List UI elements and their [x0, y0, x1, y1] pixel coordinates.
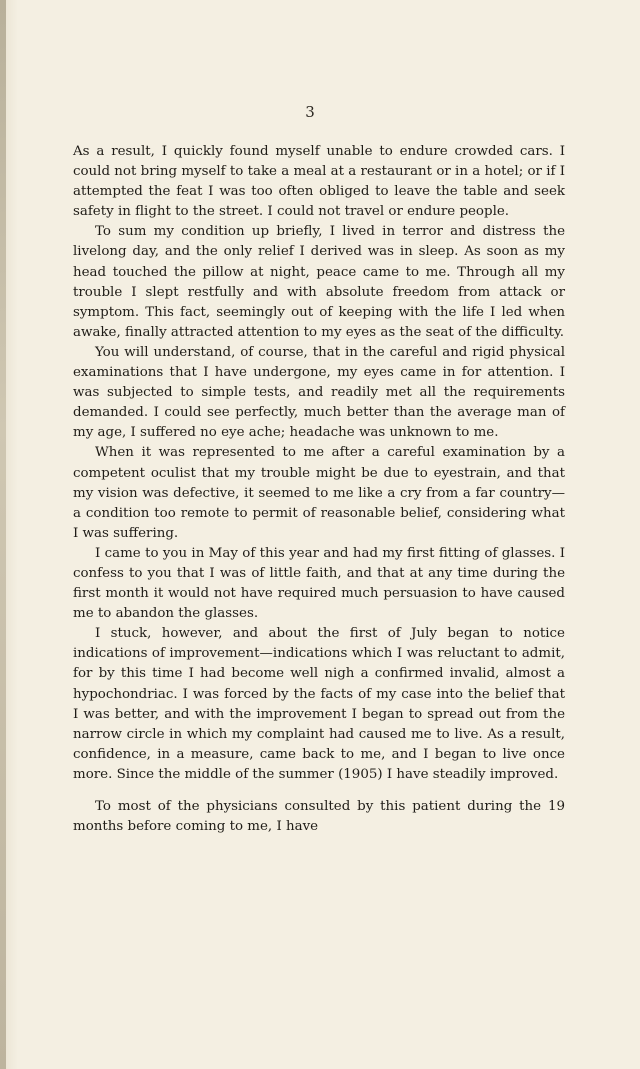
- page-number: 3: [305, 103, 315, 121]
- paragraph-6: I stuck, however, and about the first of July began to notice indications of improvement—indications which I was reluctant to admit, for by this time I had become well nigh a confirmed invalid, almost a hypochondriac. I was forced by the facts of my case into the belief that I was better, and with the improvement I began to spread out from the narrow circle in which my complaint had caused me to live. As a result, confidence, in a measure, came back to me, and I began to live once more. Since the middle of the summer (1905) I have steadily improved.: [73, 626, 565, 782]
- paragraph-4: When it was represented to me after a careful examination by a competent oculist that my trouble might be due to eyestrain, and that my vision was defective, it seemed to me like a cry from a far country—a condition too remote to permit of reasonable belief, considering what I was suffering.: [73, 445, 565, 541]
- paragraph-7: To most of the physicians consulted by this patient during the 19 months before coming to me, I have: [73, 799, 565, 835]
- paragraph-5: I came to you in May of this year and had my first fitting of glasses. I confess to you that I was of little faith, and that at any time during the first month it would not have required much persuasion to have caused me to abandon the glasses.: [73, 545, 565, 622]
- paragraph-2: To sum my condition up briefly, I lived in terror and distress the livelong day, and the only relief I derived was in sleep. As soon as my head touched the pillow at night, peace came to me. Through all my trouble I slept restfully and with absolute freedom from attack or symptom. This fact, seemingly out of keeping with the life I led when awake, finally attracted attention to my eyes as the seat of the difficulty.: [73, 224, 565, 340]
- body-text: [73, 142, 565, 837]
- paragraph-1: As a result, I quickly found myself unable to endure crowded cars. I could not bring myself to take a meal at a restaurant or in a hotel; or if I attempted the feat I was too often obliged to leave the table and seek safety in flight to the street. I could not travel or endure people.: [73, 144, 565, 220]
- binding-edge: [0, 0, 6, 1069]
- paragraph-3: You will understand, of course, that in the careful and rigid physical examinations that I have undergone, my eyes came in for attention. I was subjected to simple tests, and readily met all the requirements demanded. I could see perfectly, much better than the average man of my age, I suffered no eye ache; headache was unknown to me.: [73, 344, 565, 441]
